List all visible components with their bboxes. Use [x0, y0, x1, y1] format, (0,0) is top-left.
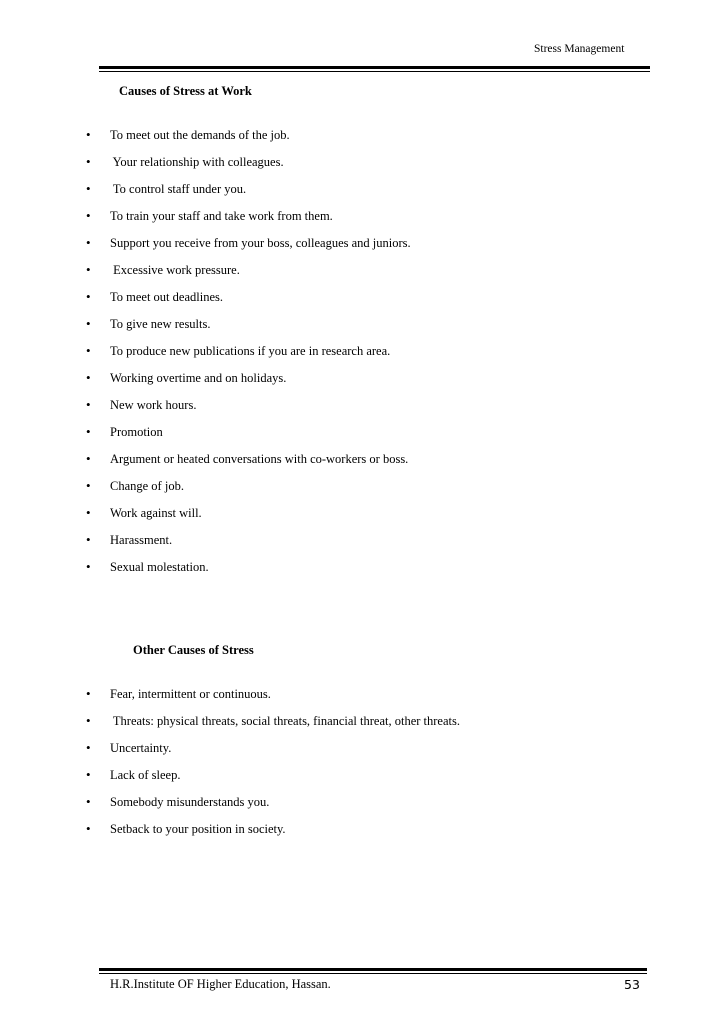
list-item-text: Argument or heated conversations with co-workers or boss.	[110, 452, 409, 466]
list-item	[86, 822, 460, 849]
list-item	[86, 344, 411, 371]
other-causes-list	[86, 687, 460, 849]
bullet-icon: •	[86, 686, 91, 701]
list-item-text: To control staff under you.	[110, 182, 247, 196]
bullet-icon: •	[86, 127, 91, 142]
list-item-text: Excessive work pressure.	[110, 263, 240, 277]
bullet-icon: •	[86, 532, 91, 547]
list-item	[86, 687, 460, 714]
list-item	[86, 506, 411, 533]
header-rule-thin	[99, 71, 650, 72]
list-item	[86, 236, 411, 263]
bullet-icon: •	[86, 181, 91, 196]
list-item	[86, 741, 460, 768]
bullet-icon: •	[86, 154, 91, 169]
list-item-text: Your relationship with colleagues.	[110, 155, 284, 169]
bullet-icon: •	[86, 451, 91, 466]
list-item	[86, 479, 411, 506]
bullet-icon: •	[86, 289, 91, 304]
footer-rule-thick	[99, 968, 647, 971]
list-item-text: Working overtime and on holidays.	[110, 371, 287, 385]
list-item	[86, 128, 411, 155]
list-item-text: Promotion	[110, 425, 163, 439]
bullet-icon: •	[86, 316, 91, 331]
list-item	[86, 425, 411, 452]
bullet-icon: •	[86, 767, 91, 782]
footer-institute: H.R.Institute OF Higher Education, Hassan.	[110, 977, 331, 991]
section-heading-work: Causes of Stress at Work	[119, 84, 252, 98]
list-item	[86, 317, 411, 344]
bullet-icon: •	[86, 343, 91, 358]
list-item-text: Threats: physical threats, social threats, financial threat, other threats.	[110, 714, 460, 728]
list-item-text: Support you receive from your boss, colleagues and juniors.	[110, 236, 411, 250]
list-item	[86, 533, 411, 560]
list-item-text: Setback to your position in society.	[110, 822, 286, 836]
bullet-icon: •	[86, 821, 91, 836]
list-item-text: To train your staff and take work from them.	[110, 209, 333, 223]
list-item-text: Fear, intermittent or continuous.	[110, 687, 271, 701]
bullet-icon: •	[86, 794, 91, 809]
list-item	[86, 209, 411, 236]
list-item-text: New work hours.	[110, 398, 197, 412]
list-item-text: Uncertainty.	[110, 741, 172, 755]
list-item-text: Work against will.	[110, 506, 202, 520]
footer-rule-thin	[99, 973, 647, 974]
list-item-text: Change of job.	[110, 479, 184, 493]
list-item	[86, 768, 460, 795]
list-item-text: Lack of sleep.	[110, 768, 181, 782]
list-item	[86, 371, 411, 398]
list-item-text: Somebody misunderstands you.	[110, 795, 270, 809]
running-header-title: Stress Management	[534, 43, 625, 55]
list-item	[86, 452, 411, 479]
list-item-text: Harassment.	[110, 533, 173, 547]
header-rule-thick	[99, 66, 650, 69]
list-item	[86, 795, 460, 822]
list-item	[86, 714, 460, 741]
list-item-text: To meet out the demands of the job.	[110, 128, 290, 142]
bullet-icon: •	[86, 370, 91, 385]
list-item	[86, 155, 411, 182]
list-item-text: To give new results.	[110, 317, 211, 331]
bullet-icon: •	[86, 713, 91, 728]
list-item	[86, 560, 411, 587]
list-item-text: To meet out deadlines.	[110, 290, 223, 304]
bullet-icon: •	[86, 208, 91, 223]
list-item-text: Sexual molestation.	[110, 560, 209, 574]
bullet-icon: •	[86, 740, 91, 755]
list-item-text: To produce new publications if you are in research area.	[110, 344, 391, 358]
bullet-icon: •	[86, 559, 91, 574]
section-heading-other: Other Causes of Stress	[133, 643, 254, 657]
bullet-icon: •	[86, 505, 91, 520]
list-item	[86, 263, 411, 290]
bullet-icon: •	[86, 397, 91, 412]
work-causes-list	[86, 128, 411, 587]
page-number: 53	[624, 977, 640, 992]
bullet-icon: •	[86, 424, 91, 439]
list-item	[86, 182, 411, 209]
bullet-icon: •	[86, 262, 91, 277]
list-item	[86, 398, 411, 425]
bullet-icon: •	[86, 235, 91, 250]
list-item	[86, 290, 411, 317]
bullet-icon: •	[86, 478, 91, 493]
